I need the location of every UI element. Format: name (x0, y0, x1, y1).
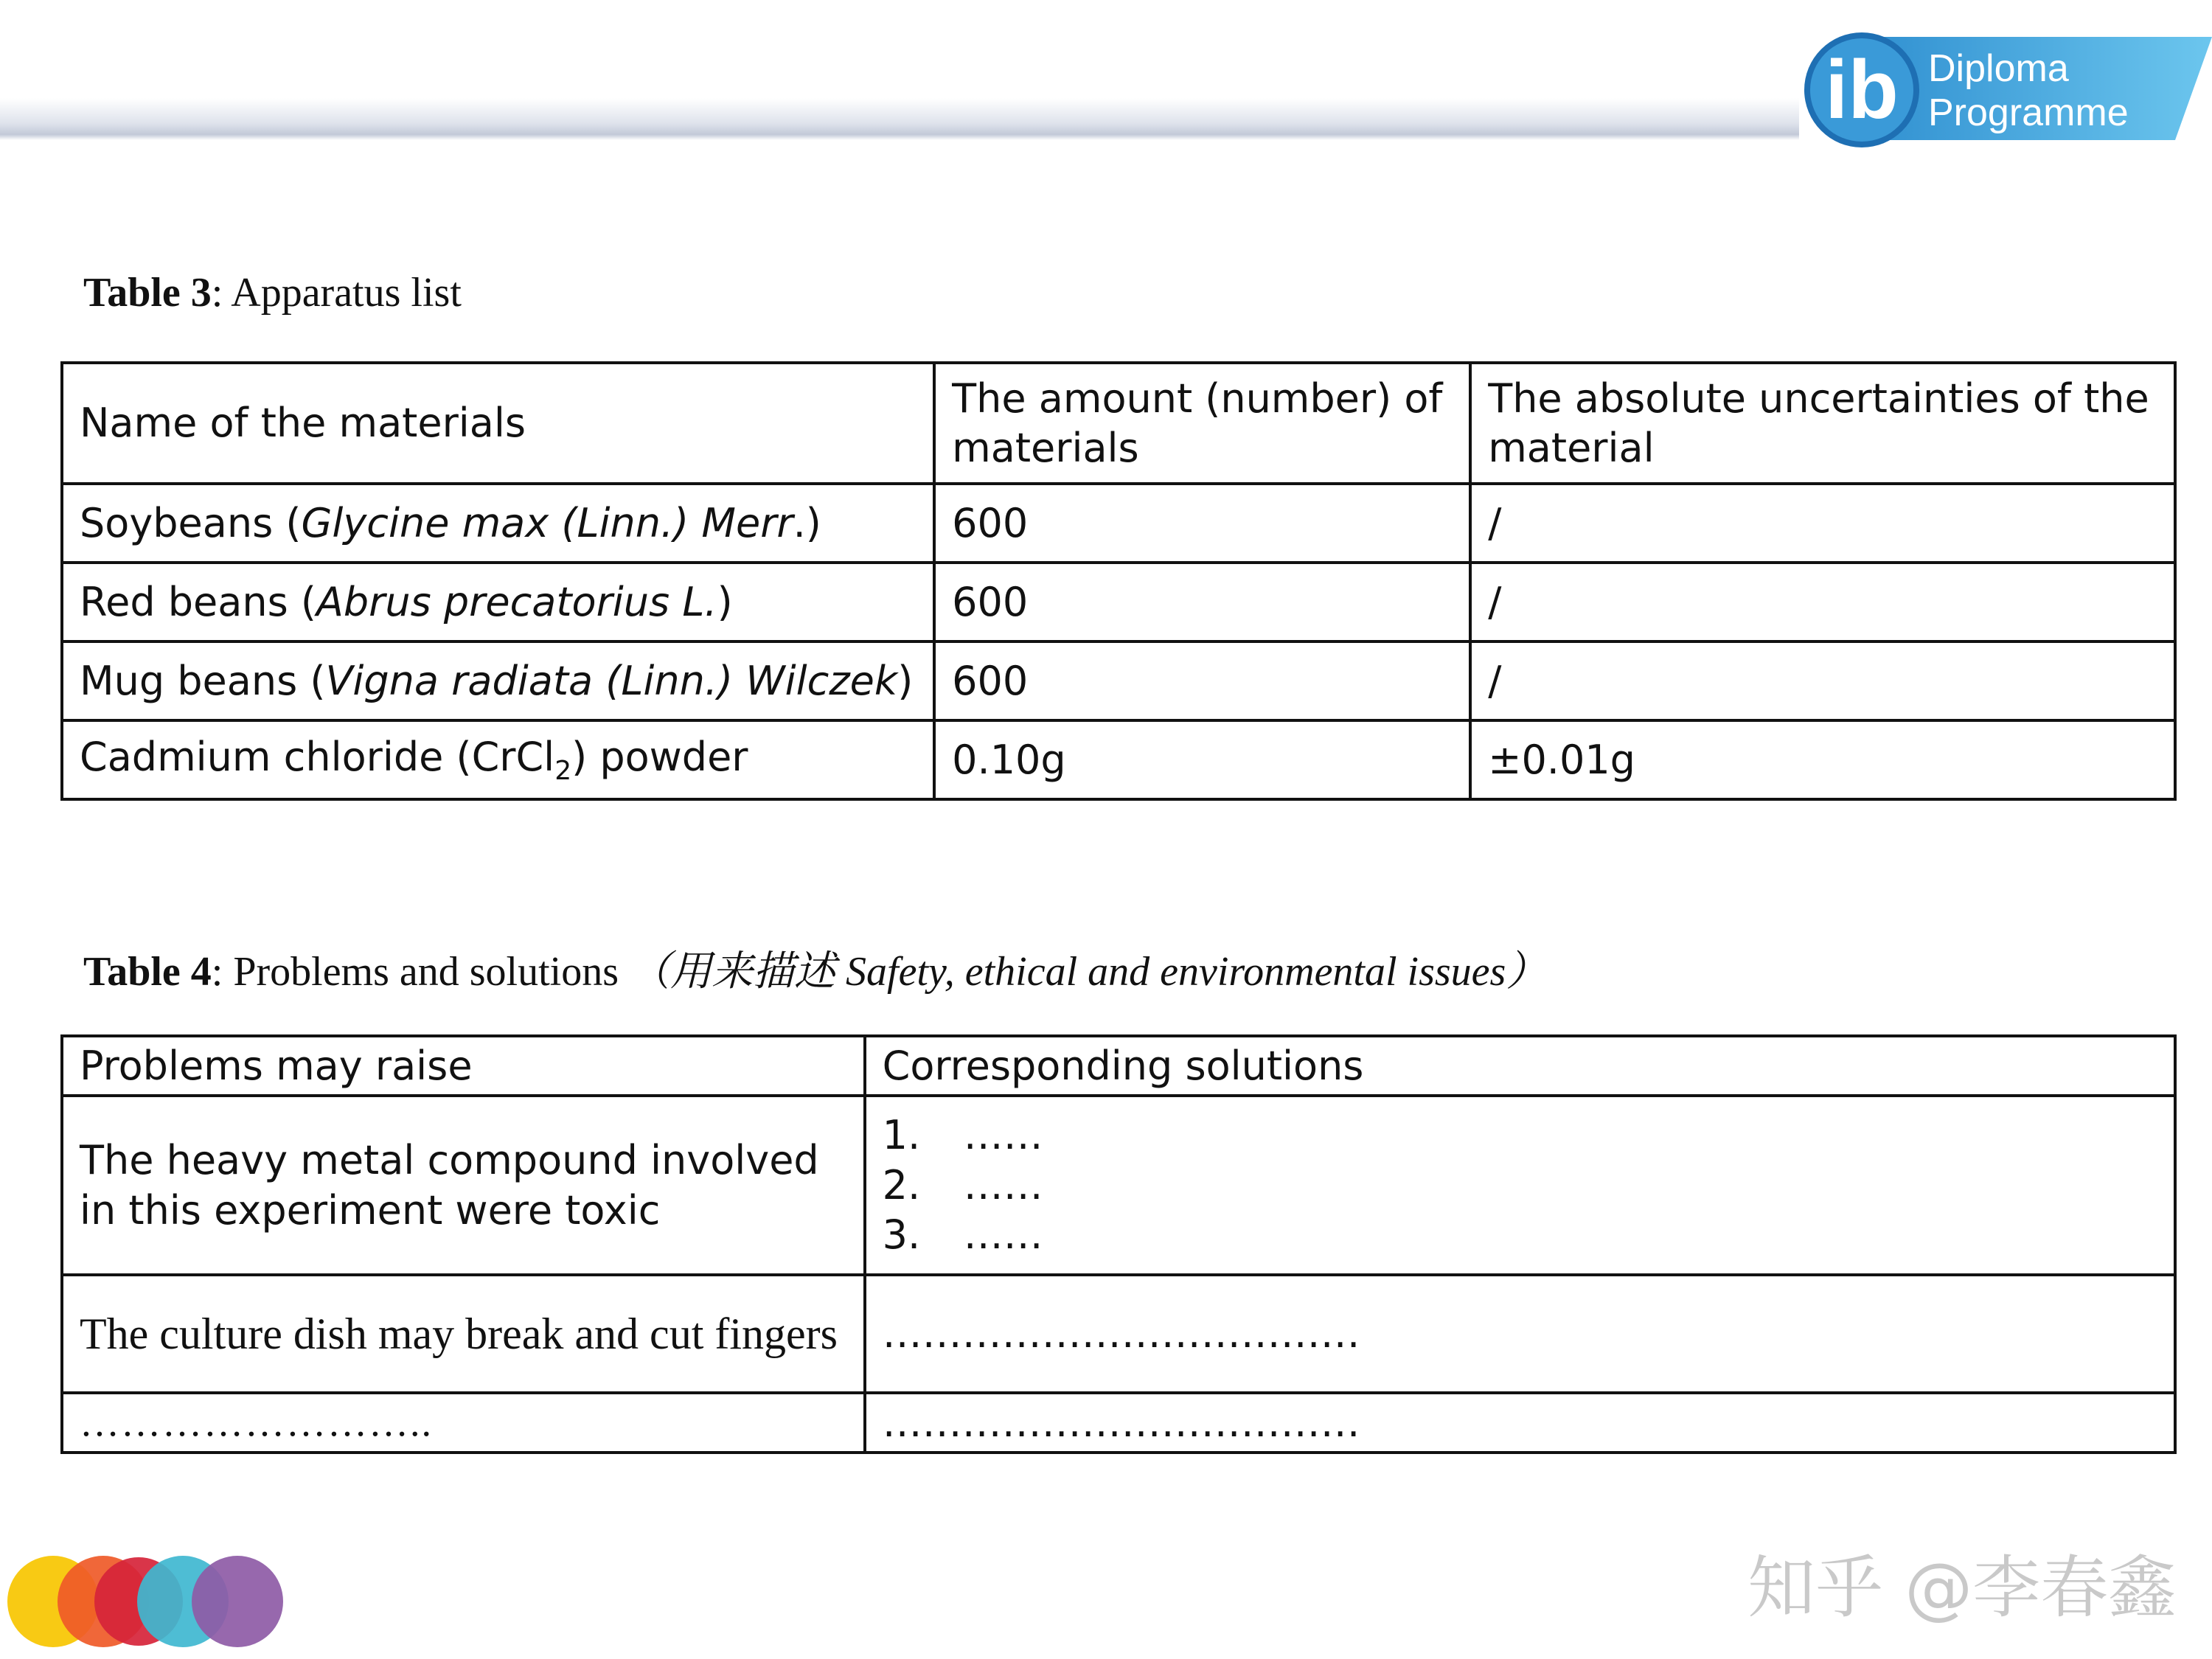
table4-caption-label: Table 4 (83, 949, 212, 995)
solution-cell: ……………………………… (865, 1393, 2175, 1453)
material-uncertainty: / (1470, 484, 2175, 563)
material-name: Red beans (Abrus precatorius L.) (62, 563, 934, 641)
list-item: 1. …… (882, 1112, 1043, 1159)
zhihu-watermark: 知乎 @李春鑫 (1747, 1548, 2177, 1627)
solution-list (865, 1096, 2175, 1275)
table-header-row (62, 363, 2175, 484)
table-row (62, 484, 2175, 563)
table-row (62, 1275, 2175, 1393)
material-name: Cadmium chloride (CrCl$_2$) powder (62, 720, 934, 799)
solution-cell: ……………………………… (865, 1275, 2175, 1393)
ib-diploma-logo (1792, 22, 2212, 162)
logo-mark: ib (1825, 44, 1899, 136)
logo-line2: Programme (1928, 91, 2129, 134)
material-amount: 600 (934, 563, 1470, 641)
problem-cell: The culture dish may break and cut fingers (62, 1275, 865, 1393)
table3-caption-text: : Apparatus list (211, 270, 462, 316)
table-row (62, 1393, 2175, 1453)
table-row (62, 563, 2175, 641)
material-uncertainty: / (1470, 641, 2175, 720)
material-uncertainty: / (1470, 563, 2175, 641)
table3-caption-label: Table 3 (83, 270, 212, 316)
ib-footer-circles (7, 1548, 288, 1659)
header-cell: Corresponding solutions (865, 1036, 2175, 1096)
table4-caption-text: : Problems and solutions (211, 949, 619, 995)
table4-caption-note: （用来描述 Safety, ethical and environmental issues） (629, 949, 1548, 995)
table-row (62, 641, 2175, 720)
header-cell: The absolute uncertainties of the material (1470, 363, 2175, 484)
header-band (0, 0, 1799, 140)
material-name: Mug beans (Vigna radiata (Linn.) Wilczek) (62, 641, 934, 720)
header-cell: The amount (number) of materials (934, 363, 1470, 484)
logo-line1: Diploma (1928, 47, 2069, 90)
problem-cell: …………………….. (62, 1393, 865, 1453)
table-header-row (62, 1036, 2175, 1096)
material-amount: 600 (934, 484, 1470, 563)
problems-table (60, 1034, 2177, 1454)
material-uncertainty: ±0.01g (1470, 720, 2175, 799)
header-cell: Name of the materials (62, 363, 934, 484)
material-amount: 600 (934, 641, 1470, 720)
list-item: 3. …… (882, 1211, 1043, 1259)
apparatus-table (60, 361, 2177, 801)
header-cell: Problems may raise (62, 1036, 865, 1096)
list-item: 2. …… (882, 1161, 1043, 1208)
table4-caption (83, 939, 1547, 998)
problem-cell: The heavy metal compound involved in this experiment were toxic (62, 1096, 865, 1275)
material-name: Soybeans (Glycine max (Linn.) Merr.) (62, 484, 934, 563)
footer-circle (192, 1556, 283, 1647)
table3-caption (83, 269, 462, 316)
table-row (62, 720, 2175, 799)
material-amount: 0.10g (934, 720, 1470, 799)
table-row (62, 1096, 2175, 1275)
